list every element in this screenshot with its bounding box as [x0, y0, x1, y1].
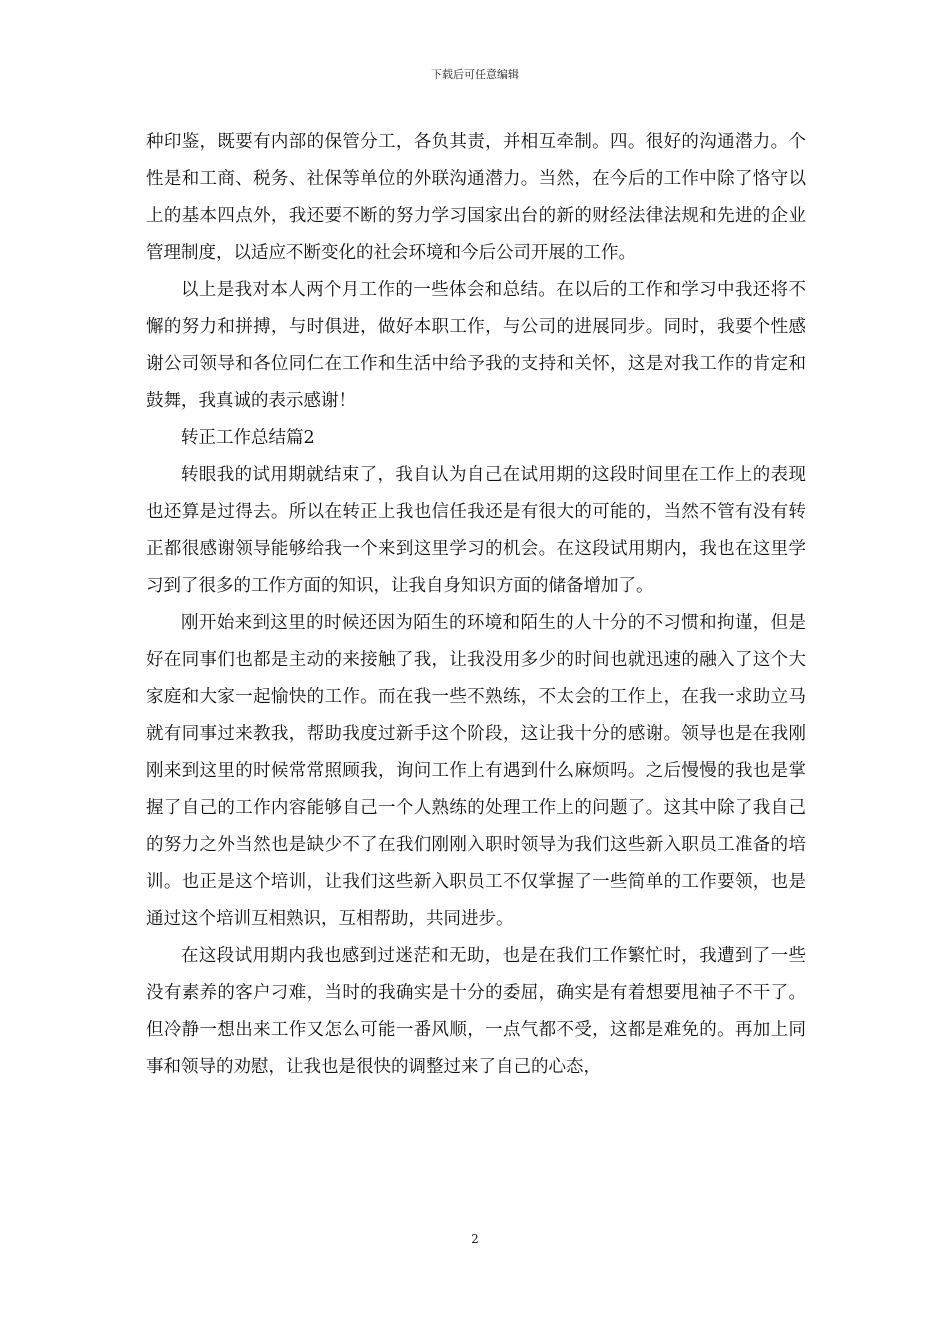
paragraph-early-days: 刚开始来到这里的时候还因为陌生的环境和陌生的人十分的不习惯和拘谨，但是好在同事们也都是主动的来接触了我，让我没用多少的时间也就迅速的融入了这个大家庭和大家一起愉快的工作。而在我一些不熟练，不太会的工作上，在我一求助立马就有同事过来教我，帮助我度过新手这个阶段，这让我十分的感谢。领导也是在我刚刚来到这里的时候常常照顾我，询问工作上有遇到什么麻烦吗。之后慢慢的我也是掌握了自己的工作内容能够自己一个人熟练的处理工作上的问题了。这其中除了我自己的努力之外当然也是缺少不了在我们刚刚入职时领导为我们这些新入职员工准备的培训。也正是这个培训，让我们这些新入职员工不仅掌握了一些简单的工作要领，也是通过这个培训互相熟识，互相帮助，共同进步。: [146, 613, 806, 929]
document-body: [146, 124, 806, 1086]
paragraph-conclusion: 以上是我对本人两个月工作的一些体会和总结。在以后的工作和学习中我还将不懈的努力和拼搏，与时俱进，做好本职工作，与公司的进展同步。同时，我要个性感谢公司领导和各位同仁在工作和生活中给予我的支持和关怀，这是对我工作的肯定和鼓舞，我真诚的表示感谢！: [146, 280, 806, 411]
page-header: 下载后可任意编辑: [431, 68, 519, 81]
page-number: 2: [471, 1232, 479, 1246]
paragraph-continued: 种印鉴，既要有内部的保管分工，各负其责，并相互牵制。四。很好的沟通潜力。个性是和工商、税务、社保等单位的外联沟通潜力。当然，在今后的工作中除了恪守以上的基本四点外，我还要不断的努力学习国家出台的新的财经法律法规和先进的企业管理制度，以适应不断变化的社会环境和今后公司开展的工作。: [146, 132, 806, 263]
section-heading: 转正工作总结篇2: [181, 428, 315, 448]
paragraph-difficulties: 在这段试用期内我也感到过迷茫和无助，也是在我们工作繁忙时，我遭到了一些没有素养的客户刁难，当时的我确实是十分的委屈，确实是有着想要甩袖子不干了。但冷静一想出来工作又怎么可能一番风顺，一点气都不受，这都是难免的。再加上同事和领导的劝慰，让我也是很快的调整过来了自己的心态，: [146, 946, 806, 1077]
paragraph-intro: 转眼我的试用期就结束了，我自认为自己在试用期的这段时间里在工作上的表现也还算是过得去。所以在转正上我也信任我还是有很大的可能的，当然不管有没有转正都很感谢领导能够给我一个来到这里学习的机会。在这段试用期内，我也在这里学习到了很多的工作方面的知识，让我自身知识方面的储备增加了。: [146, 465, 806, 596]
